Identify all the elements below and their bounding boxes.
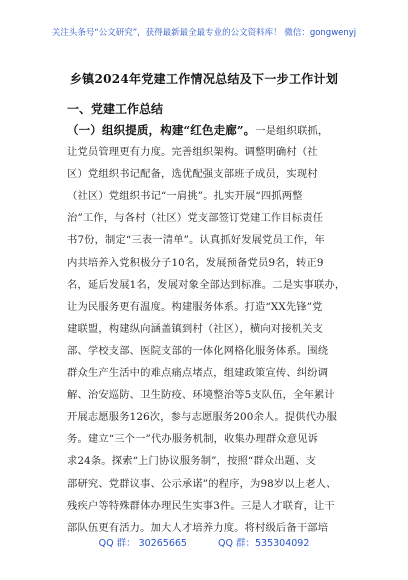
body-line: 治”工作，与各村（社区）党支部签订党建工作目标责任 xyxy=(67,212,324,225)
body-line: 解、治安巡防、卫生防疫、环境整治等5支队伍，全年累计 xyxy=(67,389,335,402)
footer-qq-group-1: QQ 群： 30265665 xyxy=(98,538,187,549)
subheading: （一）组织提质，构建“红色走廊”。 xyxy=(67,123,256,137)
document-title: 乡镇2024年党建工作情况总结及下一步工作计划 xyxy=(69,72,339,86)
body-line: 部队伍更有活力。加大人才培养力度。将村级后备干部培 xyxy=(67,521,329,534)
body-line: 部研究、党群议事、公示承诺”的程序，为98岁以上老人、 xyxy=(67,477,337,490)
body-line: 开展志愿服务126次，参与志愿服务200余人。提供代办服 xyxy=(67,411,338,424)
body-line: 区）党组织书记配备，选优配强支部班子成员，实现村 xyxy=(67,168,318,181)
body-line: （社区）党组织书记“一肩挑”。扎实开展“四抓两整 xyxy=(67,190,303,203)
body-line: 让党员管理更有力度。完善组织架构。调整明确村（社 xyxy=(67,146,318,159)
body-line: 务。建立“三个一”代办服务机制，收集办理群众意见诉 xyxy=(67,433,319,446)
document-body xyxy=(67,119,355,539)
body-line: 建联盟，构建纵向涵盖镇到村（社区），横向对接机关支 xyxy=(67,322,324,335)
body-line-text: 一是组织联抓， xyxy=(255,125,329,137)
footer-contact xyxy=(0,535,408,549)
body-line: 让为民服务更有温度。构建服务体系。打造“XX先锋”党 xyxy=(67,300,323,313)
body-line: 书7份，制定“三表一清单”。认真抓好发展党员工作，年 xyxy=(67,234,325,247)
body-line: 群众生产生活中的难点痛点堵点，组建政策宣传、纠纷调 xyxy=(67,367,329,380)
promo-banner: 关注头条号“公文研究”，获得最新最全最专业的公文资料库！ 微信：gongwenyj xyxy=(51,28,357,38)
body-line: 名，延后发展1名，发展对象全部达到标准。二是实事联办， xyxy=(67,278,346,291)
body-line: 部、学校支部、医院支部的一体化网格化服务体系。围绕 xyxy=(67,344,329,357)
body-line: 求24条。探索“上门协议服务制”，按照“群众出题、支 xyxy=(67,455,317,468)
body-line-1 xyxy=(67,119,355,141)
section-heading: 一、党建工作总结 xyxy=(67,102,164,116)
body-line: 残疾户等特殊群体办理民生实事3件。三是人才联育，让干 xyxy=(67,499,335,512)
body-line: 内共培养入党积极分子10名，发展预备党员9名，转正9 xyxy=(67,256,324,269)
footer-qq-group-2: QQ 群：535304092 xyxy=(218,538,310,549)
